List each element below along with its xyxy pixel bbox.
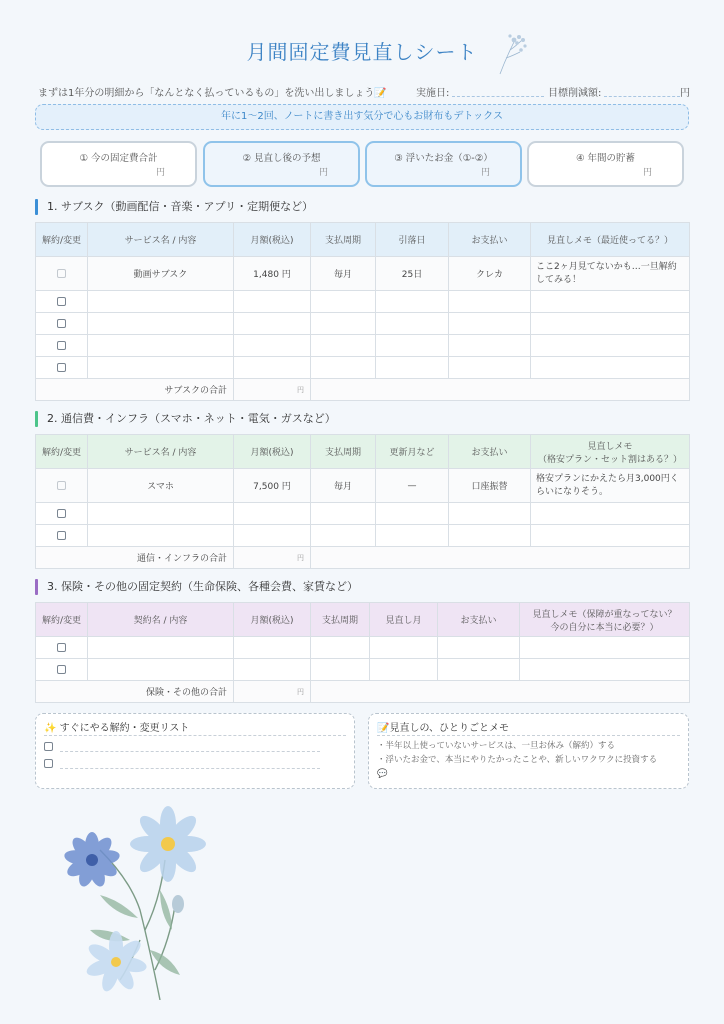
column-header: 解約/変更	[36, 435, 88, 469]
section-heading-subscriptions: 1. サブスク（動画配信・音楽・アプリ・定期便など）	[35, 199, 313, 215]
summary-unit: 円	[642, 168, 652, 178]
column-header: 月額(税込)	[234, 435, 311, 469]
goal-unit: 円	[680, 88, 690, 99]
memo-line: ・浮いたお金で、本当にやりたかったことや、新しいワクワクに投資する	[377, 755, 658, 765]
memo-lines	[377, 739, 680, 781]
change-checkbox[interactable]	[57, 509, 66, 518]
amount-cell[interactable]	[234, 525, 311, 547]
cycle-cell[interactable]	[311, 335, 376, 357]
payment-cell[interactable]	[449, 335, 531, 357]
service-cell[interactable]	[88, 525, 234, 547]
section-heading-insurance: 3. 保険・その他の固定契約（生命保険、各種会費、家賃など）	[35, 579, 358, 595]
todo-box	[35, 713, 355, 789]
table-row	[36, 503, 690, 525]
cycle-cell[interactable]	[311, 503, 376, 525]
cycle-cell[interactable]	[311, 291, 376, 313]
total-row	[36, 379, 690, 401]
summary-unit: 円	[155, 168, 165, 178]
service-cell[interactable]	[88, 291, 234, 313]
cycle-cell[interactable]	[311, 357, 376, 379]
total-unit: 円	[297, 385, 304, 394]
memo-cell[interactable]: 格安プランにかえたら月3,000円くらいになりそう。	[531, 469, 690, 503]
change-checkbox[interactable]	[57, 665, 66, 674]
todo-checkbox[interactable]	[44, 742, 53, 751]
table-row	[36, 525, 690, 547]
summary-label: ② 見直し後の予想	[242, 153, 321, 164]
table-row	[36, 357, 690, 379]
amount-cell[interactable]	[234, 503, 311, 525]
memo-line: 💬	[377, 769, 388, 779]
total-unit: 円	[297, 687, 304, 696]
renewal-cell[interactable]	[376, 525, 449, 547]
payment-cell[interactable]	[438, 637, 520, 659]
payment-cell[interactable]	[438, 659, 520, 681]
total-label: 通信・インフラの合計	[36, 547, 234, 569]
memo-line: ・半年以上使っていないサービスは、一旦お休み（解約）する	[377, 741, 616, 751]
intro-lead-text: まずは1年分の明細から「なんとなく払っているもの」を洗い出しましょう📝	[38, 88, 387, 99]
total-unit: 円	[297, 553, 304, 562]
todo-line[interactable]	[60, 768, 320, 769]
todo-checkbox[interactable]	[44, 759, 53, 768]
cycle-cell[interactable]: 毎月	[311, 257, 376, 291]
service-cell[interactable]: 動画サブスク	[88, 257, 234, 291]
renewal-cell[interactable]	[376, 503, 449, 525]
column-header: 支払周期	[311, 435, 376, 469]
contract-cell[interactable]	[88, 659, 234, 681]
service-cell[interactable]	[88, 503, 234, 525]
column-header: 見直しメモ （格安プラン・セット割はある？）	[531, 435, 690, 469]
amount-cell[interactable]	[234, 313, 311, 335]
table-row	[36, 335, 690, 357]
total-amount-cell[interactable]	[234, 681, 311, 703]
summary-label: ④ 年間の貯蓄	[575, 153, 636, 164]
memo-cell[interactable]	[520, 659, 690, 681]
column-header: 見直しメモ（保障が重なってない？ 今の自分に本当に必要？）	[520, 603, 690, 637]
day-cell[interactable]	[376, 291, 449, 313]
summary-saved-money[interactable]	[365, 141, 522, 187]
change-checkbox[interactable]	[57, 481, 66, 490]
column-header: お支払い	[438, 603, 520, 637]
amount-cell[interactable]: 1,480 円	[234, 257, 311, 291]
column-header: 解約/変更	[36, 603, 88, 637]
intro-line	[38, 84, 690, 100]
payment-cell[interactable]	[449, 503, 531, 525]
service-cell[interactable]	[88, 313, 234, 335]
payment-cell[interactable]: クレカ	[449, 257, 531, 291]
table-row	[36, 257, 690, 291]
change-checkbox[interactable]	[57, 341, 66, 350]
change-checkbox[interactable]	[57, 363, 66, 372]
section-heading-utilities: 2. 通信費・インフラ（スマホ・ネット・電気・ガスなど）	[35, 411, 336, 427]
total-spacer	[311, 547, 690, 569]
amount-cell[interactable]	[234, 637, 311, 659]
total-row	[36, 547, 690, 569]
memo-cell[interactable]	[531, 335, 690, 357]
payment-cell[interactable]	[449, 313, 531, 335]
utilities-table	[35, 434, 690, 569]
change-checkbox[interactable]	[57, 269, 66, 278]
service-cell[interactable]	[88, 335, 234, 357]
amount-cell[interactable]	[234, 335, 311, 357]
column-header: 更新月など	[376, 435, 449, 469]
service-cell[interactable]: スマホ	[88, 469, 234, 503]
date-label: 実施日:	[416, 88, 450, 99]
todo-line[interactable]	[60, 751, 320, 752]
day-cell[interactable]	[376, 313, 449, 335]
subscriptions-table	[35, 222, 690, 401]
amount-cell[interactable]	[234, 291, 311, 313]
column-header: 見直し月	[370, 603, 438, 637]
summary-unit: 円	[480, 168, 490, 178]
total-spacer	[311, 681, 690, 703]
date-field[interactable]	[452, 96, 544, 97]
watercolor-flowers-illustration	[60, 800, 220, 1000]
total-label: サブスクの合計	[36, 379, 234, 401]
change-checkbox[interactable]	[57, 319, 66, 328]
column-header: 月額(税込)	[234, 223, 311, 257]
table-row	[36, 313, 690, 335]
day-cell[interactable]: 25日	[376, 257, 449, 291]
todo-item[interactable]	[44, 742, 53, 752]
flower-sprig-icon	[492, 28, 532, 76]
cycle-cell[interactable]	[311, 659, 370, 681]
column-header: サービス名 / 内容	[88, 223, 234, 257]
column-header: 見直しメモ（最近使ってる？）	[531, 223, 690, 257]
review-month-cell[interactable]	[370, 659, 438, 681]
total-amount-cell[interactable]	[234, 379, 311, 401]
insurance-table	[35, 602, 690, 703]
total-row	[36, 681, 690, 703]
column-header: 支払周期	[311, 603, 370, 637]
goal-label: 目標削減額:	[548, 88, 602, 99]
memo-cell[interactable]: ここ2ヶ月見てないかも…一旦解約してみる！	[531, 257, 690, 291]
table-row	[36, 469, 690, 503]
summary-current-total[interactable]	[40, 141, 197, 187]
contract-cell[interactable]	[88, 637, 234, 659]
payment-cell[interactable]	[449, 291, 531, 313]
payment-cell[interactable]: 口座振替	[449, 469, 531, 503]
day-cell[interactable]	[376, 357, 449, 379]
column-header: 契約名 / 内容	[88, 603, 234, 637]
total-label: 保険・その他の合計	[36, 681, 234, 703]
total-spacer	[311, 379, 690, 401]
page-title: 月間固定費見直しシート	[246, 40, 478, 64]
amount-cell[interactable]	[234, 357, 311, 379]
memo-cell[interactable]	[520, 637, 690, 659]
memo-cell[interactable]	[531, 525, 690, 547]
summary-expected-after[interactable]	[203, 141, 360, 187]
table-header-row	[36, 223, 690, 257]
summary-unit: 円	[318, 168, 328, 178]
memo-cell[interactable]	[531, 291, 690, 313]
todo-title: ✨ すぐにやる解約・変更リスト	[44, 723, 190, 734]
memo-cell[interactable]	[531, 313, 690, 335]
memo-title: 📝見直しの、ひとりごとメモ	[377, 723, 510, 734]
table-header-row	[36, 435, 690, 469]
memo-cell[interactable]	[531, 503, 690, 525]
cycle-cell[interactable]	[311, 637, 370, 659]
review-month-cell[interactable]	[370, 637, 438, 659]
column-header: 解約/変更	[36, 223, 88, 257]
column-header: サービス名 / 内容	[88, 435, 234, 469]
change-checkbox[interactable]	[57, 531, 66, 540]
payment-cell[interactable]	[449, 357, 531, 379]
column-header: 月額(税込)	[234, 603, 311, 637]
total-amount-cell[interactable]	[234, 547, 311, 569]
summary-annual-savings[interactable]	[527, 141, 684, 187]
service-cell[interactable]	[88, 357, 234, 379]
memo-cell[interactable]	[531, 357, 690, 379]
divider	[377, 735, 680, 736]
memo-box	[368, 713, 689, 789]
goal-field[interactable]	[604, 96, 680, 97]
column-header: 引落日	[376, 223, 449, 257]
table-header-row	[36, 603, 690, 637]
column-header: お支払い	[449, 435, 531, 469]
divider	[44, 735, 346, 736]
tip-banner: 年に1〜2回、ノートに書き出す気分で心もお財布もデトックス	[35, 104, 689, 130]
column-header: お支払い	[449, 223, 531, 257]
change-checkbox[interactable]	[57, 643, 66, 652]
amount-cell[interactable]	[234, 659, 311, 681]
table-row	[36, 659, 690, 681]
summary-label: ③ 浮いたお金（①-②）	[394, 153, 493, 164]
cycle-cell[interactable]	[311, 525, 376, 547]
amount-cell[interactable]: 7,500 円	[234, 469, 311, 503]
cycle-cell[interactable]: 毎月	[311, 469, 376, 503]
change-checkbox[interactable]	[57, 297, 66, 306]
renewal-cell[interactable]: —	[376, 469, 449, 503]
cycle-cell[interactable]	[311, 313, 376, 335]
todo-item[interactable]	[44, 759, 53, 769]
table-row	[36, 291, 690, 313]
column-header: 支払周期	[311, 223, 376, 257]
table-row	[36, 637, 690, 659]
day-cell[interactable]	[376, 335, 449, 357]
payment-cell[interactable]	[449, 525, 531, 547]
summary-label: ① 今の固定費合計	[79, 153, 158, 164]
